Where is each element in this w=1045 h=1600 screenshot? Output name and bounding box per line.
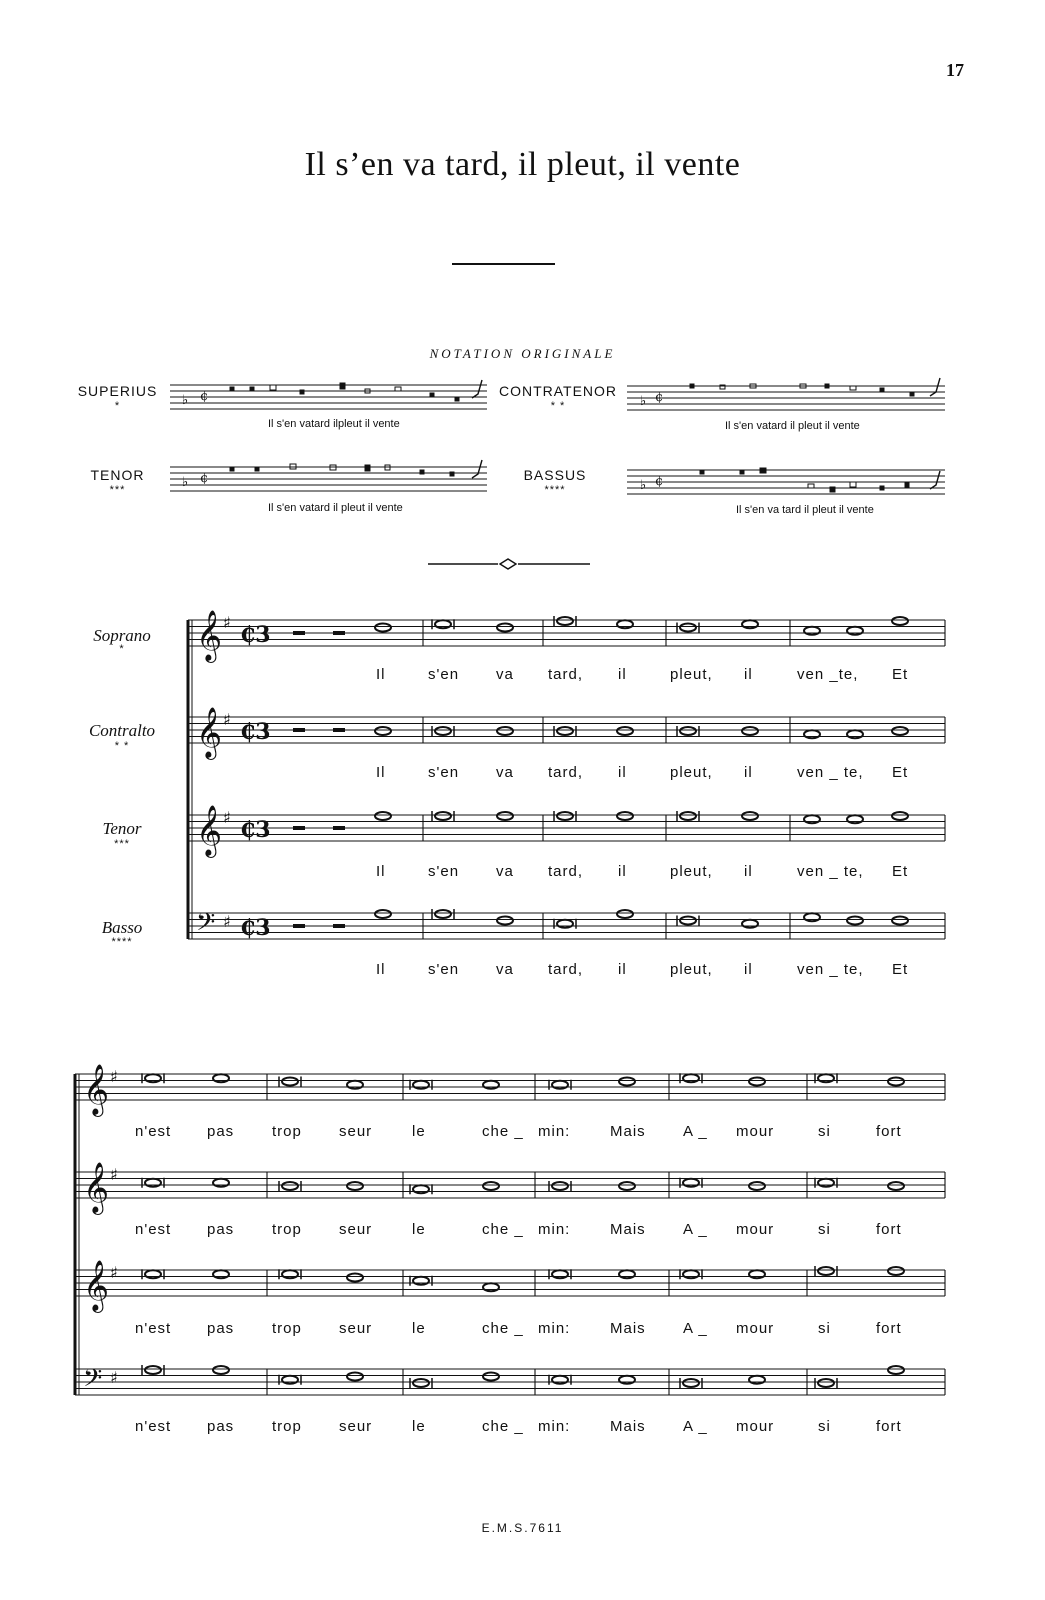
breve-note xyxy=(818,1267,834,1275)
lyric-syllable: pleut, xyxy=(670,764,713,781)
key-signature: ♯ xyxy=(223,710,231,729)
svg-text:♭: ♭ xyxy=(182,475,189,490)
breve-note xyxy=(683,1074,699,1082)
footer-plate-number: E.M.S.7611 xyxy=(481,1521,564,1535)
whole-note xyxy=(847,917,863,925)
whole-note xyxy=(347,1274,363,1282)
lyric-syllable: il xyxy=(618,961,627,978)
lyric-syllable: trop xyxy=(272,1123,302,1140)
whole-note xyxy=(375,727,391,735)
rest xyxy=(333,728,345,732)
whole-note xyxy=(375,910,391,918)
lyric-syllable: seur xyxy=(339,1221,373,1238)
lyric-syllable: si xyxy=(818,1418,831,1435)
lyric-syllable: mour xyxy=(736,1123,775,1140)
lyric-syllable: fort xyxy=(876,1221,902,1238)
breve-note xyxy=(818,1074,834,1082)
breve-note xyxy=(413,1185,429,1193)
whole-note xyxy=(888,1078,904,1086)
lyric-syllable: A _ xyxy=(683,1123,708,1140)
whole-note xyxy=(347,1373,363,1381)
bass-clef: 𝄢 xyxy=(196,908,216,943)
whole-note xyxy=(892,727,908,735)
lyric-syllable: va xyxy=(496,764,514,781)
lyric-syllable: mour xyxy=(736,1221,775,1238)
lyric-syllable: s'en xyxy=(428,764,460,781)
breve-note xyxy=(435,910,451,918)
lyric-syllable: trop xyxy=(272,1418,302,1435)
rest xyxy=(293,924,305,928)
part-stars: **** xyxy=(111,936,133,948)
incipit-stars: *** xyxy=(109,484,126,496)
whole-note xyxy=(347,1182,363,1190)
lyric-syllable: trop xyxy=(272,1320,302,1337)
lyric-syllable: pleut, xyxy=(670,961,713,978)
lyric-syllable: le xyxy=(412,1418,426,1435)
svg-text:¢: ¢ xyxy=(655,474,664,489)
incipit-voice-contratenor: CONTRATENOR xyxy=(498,383,618,399)
whole-note xyxy=(888,1267,904,1275)
key-signature: ♯ xyxy=(110,1165,118,1184)
lyric-syllable: A _ xyxy=(683,1320,708,1337)
lyric-syllable: min: xyxy=(538,1418,571,1435)
lyric-syllable: s'en xyxy=(428,666,460,683)
breve-note xyxy=(413,1379,429,1387)
lyric-syllable: che _ xyxy=(482,1320,524,1337)
breve-note xyxy=(413,1081,429,1089)
breve-note xyxy=(680,812,696,820)
lyric-syllable: s'en xyxy=(428,863,460,880)
whole-note xyxy=(619,1078,635,1086)
lyric-syllable: tard, xyxy=(548,666,584,683)
breve-note xyxy=(435,727,451,735)
lyric-syllable: n'est xyxy=(135,1221,172,1238)
incipit-voice-bassus: BASSUS xyxy=(523,467,587,483)
lyric-syllable: Mais xyxy=(610,1221,646,1238)
breve-note xyxy=(680,727,696,735)
svg-text:♭: ♭ xyxy=(640,394,647,409)
whole-note xyxy=(892,617,908,625)
svg-text:¢: ¢ xyxy=(200,471,209,486)
breve-note xyxy=(683,1270,699,1278)
lyric-syllable: n'est xyxy=(135,1418,172,1435)
lyric-syllable: Il xyxy=(376,961,386,978)
lyric-syllable: il xyxy=(744,666,753,683)
lyric-syllable: che _ xyxy=(482,1123,524,1140)
key-signature: ♯ xyxy=(223,808,231,827)
lyric-syllable: n'est xyxy=(135,1123,172,1140)
whole-note xyxy=(619,1270,635,1278)
lyric-syllable: Mais xyxy=(610,1123,646,1140)
key-signature: ♯ xyxy=(223,912,231,931)
lyric-syllable: si xyxy=(818,1320,831,1337)
rest xyxy=(333,631,345,635)
whole-note xyxy=(617,812,633,820)
breve-note xyxy=(282,1270,298,1278)
lyric-syllable: min: xyxy=(538,1320,571,1337)
lyric-syllable: fort xyxy=(876,1123,902,1140)
breve-note xyxy=(282,1182,298,1190)
lyric-syllable: pleut, xyxy=(670,863,713,880)
rest xyxy=(333,826,345,830)
incipit-stars: * * xyxy=(550,400,566,412)
lyric-syllable: Et xyxy=(892,764,909,781)
whole-note xyxy=(213,1074,229,1082)
lyric-syllable: Il xyxy=(376,863,386,880)
svg-text:¢: ¢ xyxy=(655,390,664,405)
lyric-syllable: ven _ te, xyxy=(797,764,864,781)
whole-note xyxy=(742,727,758,735)
lyric-syllable: seur xyxy=(339,1123,373,1140)
whole-note xyxy=(213,1179,229,1187)
incipit-text: Il s'en vatard il pleut il vente xyxy=(268,502,403,514)
breve-note xyxy=(818,1379,834,1387)
lyric-syllable: min: xyxy=(538,1221,571,1238)
lyric-syllable: pas xyxy=(207,1221,235,1238)
lyric-syllable: va xyxy=(496,863,514,880)
time-signature: ₵3 xyxy=(240,719,271,745)
whole-note xyxy=(483,1081,499,1089)
page-title: Il s’en va tard, il pleut, il vente xyxy=(304,146,741,183)
lyric-syllable: si xyxy=(818,1123,831,1140)
breve-note xyxy=(680,624,696,632)
lyric-syllable: Il xyxy=(376,764,386,781)
breve-note xyxy=(435,812,451,820)
lyric-syllable: Mais xyxy=(610,1418,646,1435)
key-signature: ♯ xyxy=(110,1263,118,1282)
whole-note xyxy=(619,1376,635,1384)
part-name-basso: Basso xyxy=(101,918,143,937)
whole-note xyxy=(213,1366,229,1374)
breve-note xyxy=(557,812,573,820)
incipit-text: Il s'en vatard ilpleut il vente xyxy=(268,418,400,430)
lyric-syllable: il xyxy=(618,666,627,683)
treble-clef: 𝄞 xyxy=(196,707,223,758)
rest xyxy=(293,728,305,732)
lyric-syllable: min: xyxy=(538,1123,571,1140)
whole-note xyxy=(483,1182,499,1190)
lyric-syllable: le xyxy=(412,1320,426,1337)
whole-note xyxy=(619,1182,635,1190)
breve-note xyxy=(145,1179,161,1187)
lyric-syllable: pas xyxy=(207,1320,235,1337)
notation-label: NOTATION ORIGINALE xyxy=(429,346,616,361)
lyric-syllable: Mais xyxy=(610,1320,646,1337)
lyric-syllable: le xyxy=(412,1123,426,1140)
lyric-syllable: seur xyxy=(339,1320,373,1337)
treble-clef: 𝄞 xyxy=(83,1162,110,1213)
lyric-syllable: il xyxy=(744,764,753,781)
key-signature: ♯ xyxy=(223,613,231,632)
breve-note xyxy=(145,1270,161,1278)
treble-clef: 𝄞 xyxy=(196,610,223,661)
breve-note xyxy=(552,1270,568,1278)
whole-note xyxy=(617,910,633,918)
lyric-syllable: A _ xyxy=(683,1221,708,1238)
key-signature: ♯ xyxy=(110,1368,118,1387)
lyric-syllable: fort xyxy=(876,1320,902,1337)
part-name-tenor: Tenor xyxy=(102,819,142,838)
breve-note xyxy=(282,1376,298,1384)
key-signature: ♯ xyxy=(110,1067,118,1086)
lyric-syllable: va xyxy=(496,666,514,683)
whole-note xyxy=(483,1373,499,1381)
part-stars: *** xyxy=(114,838,130,850)
whole-note xyxy=(892,917,908,925)
breve-note xyxy=(145,1074,161,1082)
breve-note xyxy=(557,727,573,735)
breve-note xyxy=(552,1081,568,1089)
whole-note xyxy=(497,812,513,820)
lyric-syllable: A _ xyxy=(683,1418,708,1435)
lyric-syllable: tard, xyxy=(548,961,584,978)
incipit-text: Il s'en va tard il pleut il vente xyxy=(736,504,874,516)
lyric-syllable: fort xyxy=(876,1418,902,1435)
whole-note xyxy=(888,1182,904,1190)
whole-note xyxy=(617,727,633,735)
whole-note xyxy=(497,917,513,925)
lyric-syllable: il xyxy=(744,863,753,880)
lyric-syllable: il xyxy=(618,863,627,880)
whole-note xyxy=(742,812,758,820)
whole-note xyxy=(892,812,908,820)
svg-text:♭: ♭ xyxy=(182,393,189,408)
whole-note xyxy=(375,812,391,820)
page-number: 17 xyxy=(946,60,964,80)
lyric-syllable: ven _ te, xyxy=(797,863,864,880)
lyric-syllable: Et xyxy=(892,863,909,880)
whole-note xyxy=(213,1270,229,1278)
lyric-syllable: trop xyxy=(272,1221,302,1238)
lyric-syllable: tard, xyxy=(548,863,584,880)
breve-note xyxy=(683,1179,699,1187)
lyric-syllable: Et xyxy=(892,961,909,978)
breve-note xyxy=(557,617,573,625)
lyric-syllable: il xyxy=(744,961,753,978)
breve-note xyxy=(282,1078,298,1086)
incipit-voice-tenor: TENOR xyxy=(90,467,145,483)
bass-clef: 𝄢 xyxy=(83,1364,103,1399)
lyric-syllable: il xyxy=(618,764,627,781)
whole-note xyxy=(749,1270,765,1278)
breve-note xyxy=(680,917,696,925)
whole-note xyxy=(888,1366,904,1374)
lyric-syllable: s'en xyxy=(428,961,460,978)
lyric-syllable: mour xyxy=(736,1418,775,1435)
whole-note xyxy=(375,624,391,632)
whole-note xyxy=(483,1283,499,1291)
breve-note xyxy=(413,1277,429,1285)
lyric-syllable: le xyxy=(412,1221,426,1238)
whole-note xyxy=(347,1081,363,1089)
lyric-syllable: pas xyxy=(207,1123,235,1140)
incipit-stars: **** xyxy=(544,484,566,496)
breve-note xyxy=(683,1379,699,1387)
incipit-voice-superius: SUPERIUS xyxy=(77,383,158,399)
lyric-syllable: si xyxy=(818,1221,831,1238)
breve-note xyxy=(145,1366,161,1374)
lyric-syllable: mour xyxy=(736,1320,775,1337)
lyric-syllable: seur xyxy=(339,1418,373,1435)
whole-note xyxy=(749,1182,765,1190)
lyric-syllable: ven _te, xyxy=(797,666,859,683)
lyric-syllable: che _ xyxy=(482,1418,524,1435)
lyric-syllable: Et xyxy=(892,666,909,683)
rest xyxy=(333,924,345,928)
time-signature: ₵3 xyxy=(240,817,271,843)
whole-note xyxy=(749,1376,765,1384)
treble-clef: 𝄞 xyxy=(83,1064,110,1115)
lyric-syllable: Il xyxy=(376,666,386,683)
part-stars: * * xyxy=(114,740,130,752)
part-name-contralto: Contralto xyxy=(88,721,156,740)
part-name-soprano: Soprano xyxy=(93,626,151,645)
whole-note xyxy=(497,727,513,735)
lyric-syllable: ven _ te, xyxy=(797,961,864,978)
lyric-syllable: n'est xyxy=(135,1320,172,1337)
whole-note xyxy=(749,1078,765,1086)
lyric-syllable: va xyxy=(496,961,514,978)
breve-note xyxy=(552,1376,568,1384)
part-stars: * xyxy=(119,643,125,655)
svg-text:¢: ¢ xyxy=(200,389,209,404)
breve-note xyxy=(552,1182,568,1190)
lyric-syllable: che _ xyxy=(482,1221,524,1238)
lyric-syllable: pas xyxy=(207,1418,235,1435)
lyric-syllable: tard, xyxy=(548,764,584,781)
whole-note xyxy=(497,624,513,632)
svg-text:♭: ♭ xyxy=(640,478,647,493)
lyric-syllable: pleut, xyxy=(670,666,713,683)
incipit-stars: * xyxy=(114,400,121,412)
incipit-text: Il s'en vatard il pleut il vente xyxy=(725,420,860,432)
rest xyxy=(293,631,305,635)
time-signature: ₵3 xyxy=(240,622,271,648)
rest xyxy=(293,826,305,830)
time-signature: ₵3 xyxy=(240,915,271,941)
treble-clef: 𝄞 xyxy=(83,1260,110,1311)
breve-note xyxy=(818,1179,834,1187)
treble-clef: 𝄞 xyxy=(196,805,223,856)
